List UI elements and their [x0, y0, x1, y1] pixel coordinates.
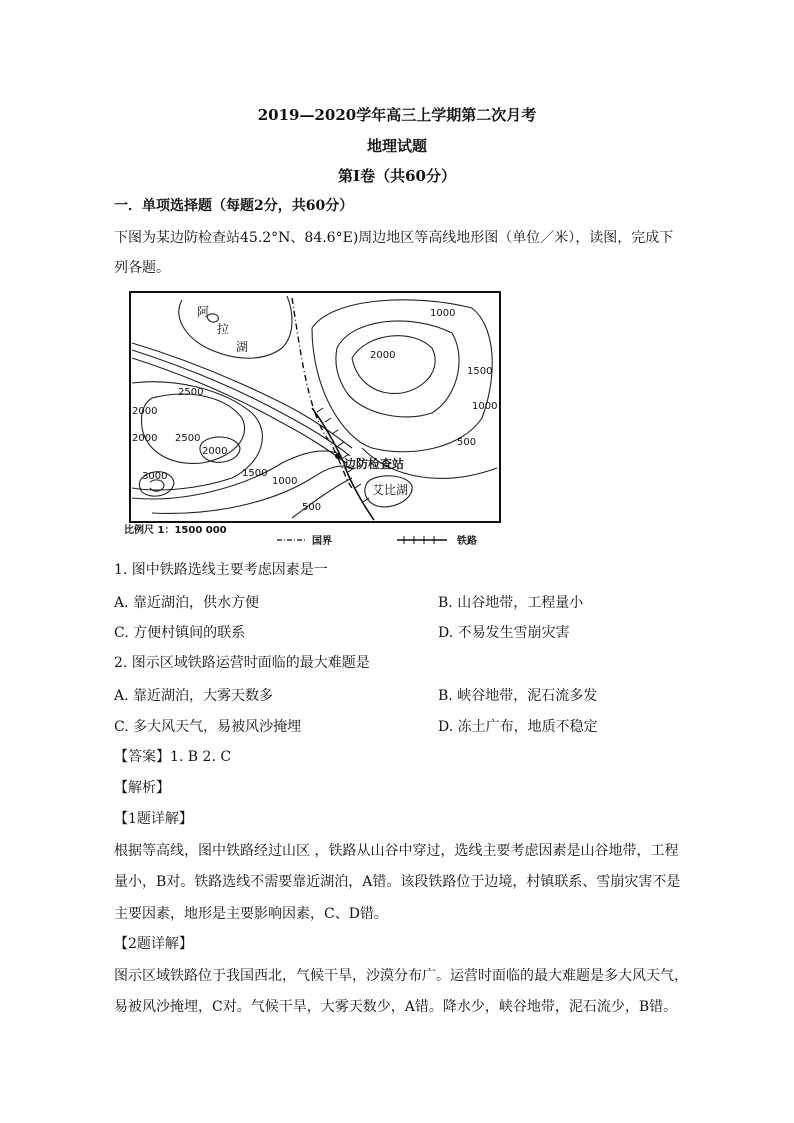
railway-legend-label: 铁路 — [457, 536, 477, 547]
q1-detail-label: 【1题详解】 — [114, 811, 193, 827]
contour-label-500-right: 500 — [457, 437, 477, 448]
contour-label-1500-mid: 1500 — [242, 468, 268, 479]
label-lake-a3: 湖 — [236, 340, 249, 354]
q2-option-c: C. 多大风天气，易被风沙掩埋 — [114, 719, 302, 735]
contour-label-2500-left: 2500 — [178, 387, 204, 398]
q2-detail-line-1: 图示区域铁路位于我国西北，气候干旱，沙漠分布广。运营时面临的最大难题是多大风天气， — [114, 968, 688, 984]
subject-title: 地理试题 — [366, 137, 427, 155]
question-2-stem: 2. 图示区域铁路运营时面临的最大难题是 — [114, 655, 370, 671]
q2-option-a: A. 靠近湖泊，大雾天数多 — [114, 688, 274, 704]
contour-label-1500-right: 1500 — [467, 366, 493, 377]
intro-line-2: 列各题。 — [114, 260, 170, 276]
q1-option-c: C. 方便村镇间的联系 — [114, 625, 246, 641]
volume-title: 第Ⅰ卷（共60分） — [338, 167, 456, 185]
q1-option-b: B. 山谷地带，工程量小 — [438, 595, 584, 611]
station-marker — [335, 453, 341, 459]
q1-option-d: D. 不易发生雪崩灾害 — [438, 625, 570, 641]
q1-detail-line-1: 根据等高线，图中铁路经过山区 ，铁路从山谷中穿过，选线主要考虑因素是山谷地带，工程 — [114, 843, 679, 859]
label-lake-a2: 拉 — [217, 322, 230, 336]
section-heading: 一．单项选择题（每题2分，共60分） — [114, 198, 354, 214]
analysis-label: 【解析】 — [114, 780, 170, 796]
q1-detail-line-3: 主要因素，地形是主要影响因素，C、D错。 — [114, 906, 388, 922]
contour-label-2500-left2: 2500 — [175, 433, 201, 444]
contour-label-3000: 3000 — [142, 471, 168, 482]
contour-label-2000-right: 2000 — [370, 350, 396, 361]
contour-label-500-bottom: 500 — [302, 502, 322, 513]
q2-detail-line-2: 易被风沙掩埋，C对。气候干旱，大雾天数少，A错。降水少，峡谷地带，泥石流少，B错。 — [114, 999, 678, 1015]
scale-label: 比例尺 1：1500 000 — [124, 525, 227, 536]
q1-option-a: A. 靠近湖泊，供水方便 — [114, 595, 260, 611]
border-legend-label: 国界 — [312, 536, 332, 547]
exam-title: 2019—2020学年高三上学期第二次月考 — [257, 106, 537, 124]
contour-label-1000-top: 1000 — [430, 308, 456, 319]
answer-line: 【答案】1. B 2. C — [114, 749, 232, 765]
q2-option-d: D. 冻土广布，地质不稳定 — [438, 719, 598, 735]
contour-2500-left — [141, 394, 244, 463]
q2-option-b: B. 峡谷地带，泥石流多发 — [438, 688, 598, 704]
contour-label-1000-mid: 1000 — [272, 476, 298, 487]
map-frame — [130, 292, 500, 522]
q2-detail-label: 【2题详解】 — [114, 936, 193, 952]
question-1-stem: 1. 图中铁路选线主要考虑因素是一 — [114, 562, 328, 578]
contour-label-1000-right: 1000 — [472, 401, 498, 412]
contour-2000-right — [352, 336, 435, 394]
contour-label-2000-mid: 2000 — [202, 446, 228, 457]
q1-detail-line-2: 量小，B对。铁路选线不需要靠近湖泊，A错。该段铁路位于边境，村镇联系、雪崩灾害不是 — [114, 874, 681, 890]
label-lake-aibi: 艾比湖 — [372, 483, 409, 497]
label-station: 边防检查站 — [344, 457, 405, 471]
label-lake-a1: 阿 — [197, 305, 210, 319]
contour-map — [112, 288, 512, 550]
contour-label-2000-left1: 2000 — [132, 406, 158, 417]
intro-line-1: 下图为某边防检查站45.2°N、84.6°E)周边地区等高线地形图（单位／米），读图，完成下 — [114, 230, 674, 246]
contour-label-2000-left2: 2000 — [132, 433, 158, 444]
